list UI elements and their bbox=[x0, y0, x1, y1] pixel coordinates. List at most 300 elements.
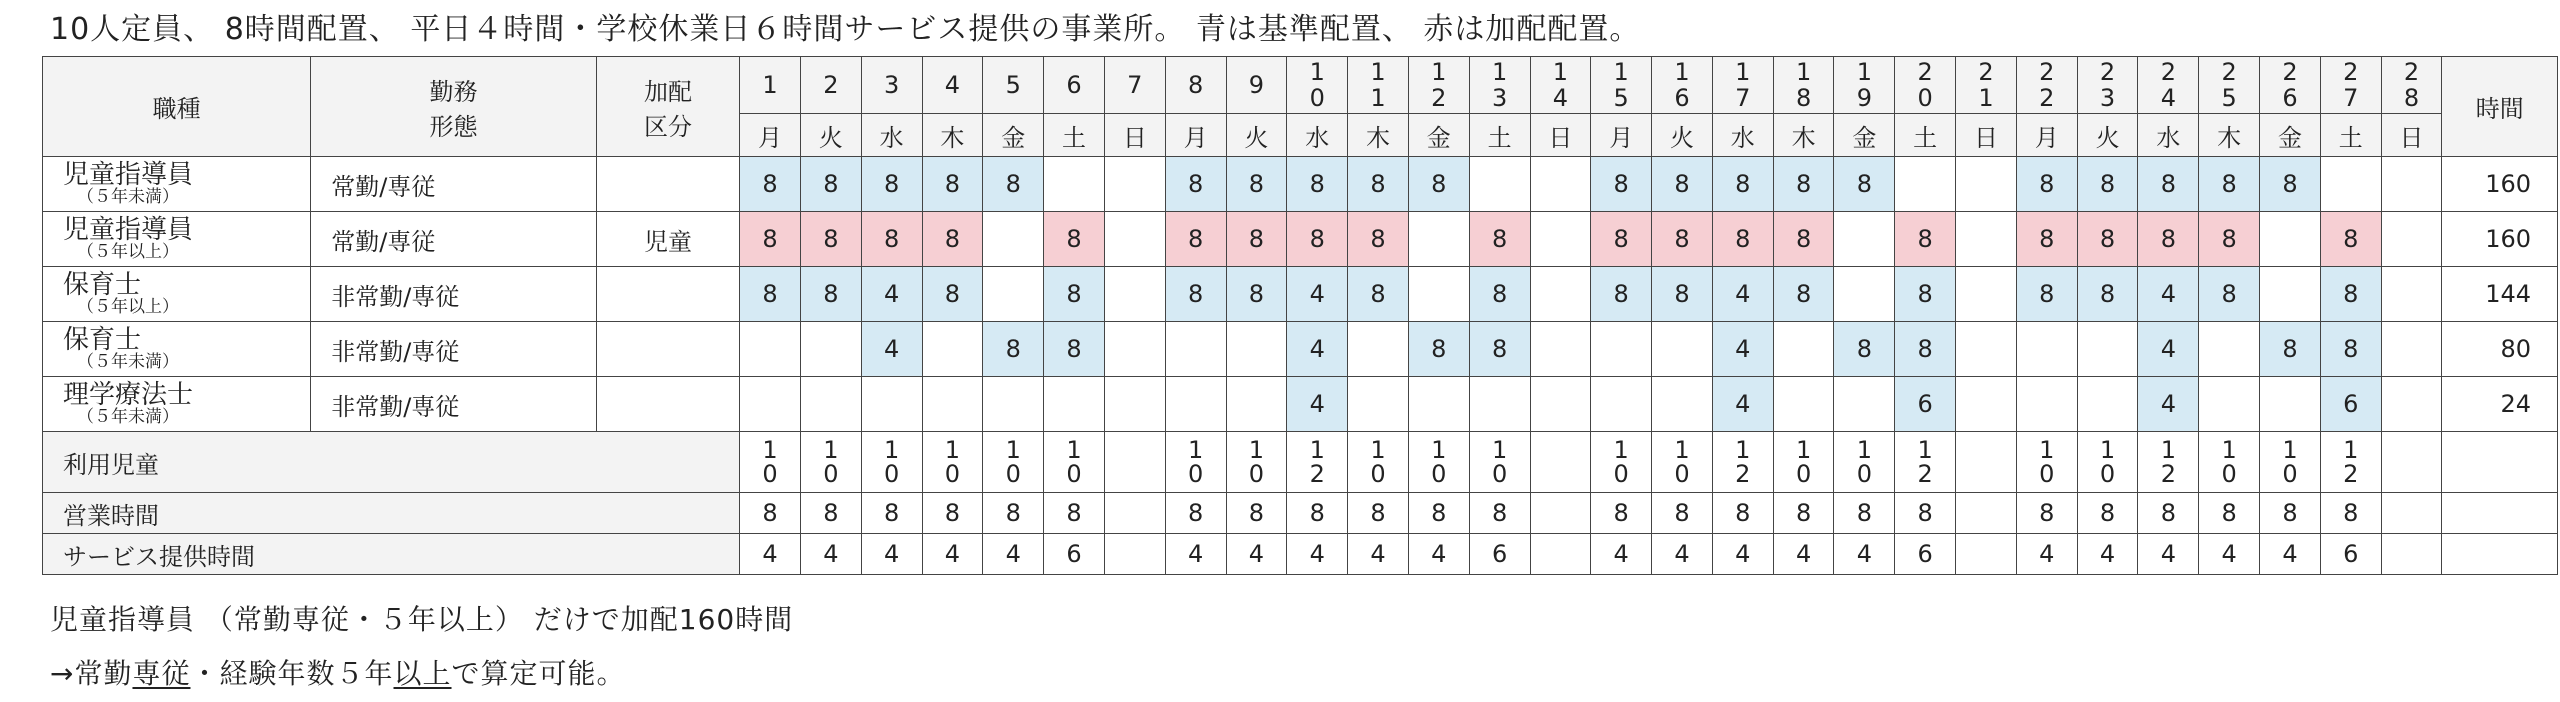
hours-cell: 8 bbox=[740, 157, 801, 212]
service-hours-cell: 4 bbox=[1165, 534, 1226, 575]
hours-cell bbox=[1469, 157, 1530, 212]
service-hours-cell: 4 bbox=[2077, 534, 2138, 575]
day-digit: 0 bbox=[1917, 84, 1933, 112]
header-day-23 bbox=[2077, 57, 2138, 114]
day-digit: 1 bbox=[1491, 58, 1508, 86]
hours-cell bbox=[1530, 157, 1591, 212]
hours-cell: 8 bbox=[2016, 212, 2077, 267]
day-digit: 8 bbox=[1795, 84, 1812, 112]
digit: 2 bbox=[2343, 460, 2359, 488]
hours-cell: 4 bbox=[1287, 267, 1348, 322]
service-hours-cell bbox=[2381, 534, 2442, 575]
hours-cell: 8 bbox=[1226, 157, 1287, 212]
hours-cell bbox=[1165, 322, 1226, 377]
header-day-1 bbox=[740, 57, 801, 114]
hours-cell: 8 bbox=[1652, 267, 1713, 322]
header-day-26 bbox=[2260, 57, 2321, 114]
digit: 1 bbox=[1370, 436, 1386, 464]
header-addition bbox=[596, 57, 739, 157]
digit: 1 bbox=[823, 436, 839, 464]
digit: 0 bbox=[1674, 460, 1690, 488]
children-count-cell bbox=[983, 432, 1044, 493]
hours-cell bbox=[1104, 212, 1165, 267]
day-digit: 9 bbox=[1856, 84, 1873, 112]
footer-note-2-suffix: で算定可能。 bbox=[451, 657, 626, 690]
hours-cell bbox=[2381, 212, 2442, 267]
business-hours-cell: 8 bbox=[1165, 493, 1226, 534]
hours-cell: 8 bbox=[1591, 212, 1652, 267]
business-hours-cell bbox=[1530, 493, 1591, 534]
children-count-cell bbox=[2381, 432, 2442, 493]
day-digit: 1 bbox=[1552, 58, 1569, 86]
digit: 0 bbox=[823, 460, 839, 488]
day-digit: 2 bbox=[1917, 58, 1933, 86]
hours-cell: 8 bbox=[1408, 322, 1469, 377]
header-day-25 bbox=[2199, 57, 2260, 114]
day-digit: 7 bbox=[1735, 84, 1751, 112]
hours-cell: 4 bbox=[1287, 322, 1348, 377]
business-hours-cell: 8 bbox=[1712, 493, 1773, 534]
hours-cell: 4 bbox=[2138, 322, 2199, 377]
business-hours-cell: 8 bbox=[1287, 493, 1348, 534]
hours-cell: 8 bbox=[1834, 157, 1895, 212]
hours-cell: 4 bbox=[2138, 267, 2199, 322]
hours-cell bbox=[1469, 377, 1530, 432]
header-weekday: 土 bbox=[1469, 114, 1530, 157]
hours-cell bbox=[1591, 377, 1652, 432]
digit: 0 bbox=[1005, 460, 1021, 488]
hours-cell bbox=[1591, 322, 1652, 377]
children-count-cell bbox=[2199, 432, 2260, 493]
day-number: 1 bbox=[762, 71, 778, 99]
hours-cell: 8 bbox=[1652, 157, 1713, 212]
hours-cell bbox=[1956, 212, 2017, 267]
header-weekday: 木 bbox=[1773, 114, 1834, 157]
hours-cell: 8 bbox=[1165, 267, 1226, 322]
hours-cell bbox=[1226, 377, 1287, 432]
hours-cell bbox=[2260, 212, 2321, 267]
staff-job-cell bbox=[43, 157, 311, 212]
digit: 2 bbox=[1735, 460, 1751, 488]
business-hours-cell: 8 bbox=[1652, 493, 1713, 534]
header-day-12 bbox=[1408, 57, 1469, 114]
staff-experience: （５年未満） bbox=[77, 187, 179, 207]
service-hours-cell: 4 bbox=[861, 534, 922, 575]
staff-experience: （５年以上） bbox=[77, 297, 179, 317]
hours-cell bbox=[1348, 377, 1409, 432]
hours-cell: 8 bbox=[1712, 212, 1773, 267]
staff-total-hours: 144 bbox=[2442, 267, 2558, 322]
children-count-cell bbox=[1530, 432, 1591, 493]
digit: 1 bbox=[883, 436, 900, 464]
header-weekday: 土 bbox=[1044, 114, 1105, 157]
staff-job-title: 保育士 bbox=[63, 325, 142, 355]
header-weekday: 金 bbox=[2260, 114, 2321, 157]
header-weekday: 金 bbox=[1408, 114, 1469, 157]
hours-cell bbox=[1956, 267, 2017, 322]
header-day-16 bbox=[1652, 57, 1713, 114]
staff-job-title: 理学療法士 bbox=[63, 380, 194, 410]
day-digit: 1 bbox=[1856, 58, 1873, 86]
hours-cell bbox=[1104, 322, 1165, 377]
hours-cell: 8 bbox=[1591, 157, 1652, 212]
staff-job-cell bbox=[43, 377, 311, 432]
children-count-cell bbox=[1287, 432, 1348, 493]
digit: 0 bbox=[1795, 460, 1812, 488]
business-hours-cell: 8 bbox=[1408, 493, 1469, 534]
hours-cell: 8 bbox=[861, 157, 922, 212]
day-number: 2 bbox=[823, 71, 839, 99]
hours-cell bbox=[800, 322, 861, 377]
day-number: 4 bbox=[944, 71, 961, 99]
business-hours-row bbox=[43, 493, 2558, 534]
footer-note-1: 児童指導員 （常勤専従・５年以上） だけで加配160時間 bbox=[50, 603, 794, 636]
hours-cell: 8 bbox=[800, 157, 861, 212]
service-hours-cell: 4 bbox=[1408, 534, 1469, 575]
service-hours-cell: 4 bbox=[800, 534, 861, 575]
day-digit: 5 bbox=[1613, 84, 1629, 112]
header-day-11 bbox=[1348, 57, 1409, 114]
children-total bbox=[2442, 432, 2558, 493]
header-day-19 bbox=[1834, 57, 1895, 114]
hours-cell bbox=[922, 377, 983, 432]
day-digit: 4 bbox=[1552, 84, 1569, 112]
digit: 0 bbox=[1248, 460, 1265, 488]
header-weekday: 月 bbox=[2016, 114, 2077, 157]
staff-experience: （５年以上） bbox=[77, 242, 179, 262]
hours-cell bbox=[740, 377, 801, 432]
header-weekday: 日 bbox=[2381, 114, 2442, 157]
day-digit: 2 bbox=[2039, 58, 2055, 86]
header-day-20 bbox=[1895, 57, 1956, 114]
hours-cell: 8 bbox=[1165, 157, 1226, 212]
digit: 1 bbox=[2039, 436, 2055, 464]
hours-cell bbox=[1773, 322, 1834, 377]
digit: 0 bbox=[1431, 460, 1447, 488]
hours-cell: 8 bbox=[1895, 267, 1956, 322]
hours-cell bbox=[2381, 322, 2442, 377]
day-digit: 2 bbox=[2403, 58, 2420, 86]
digit: 0 bbox=[1613, 460, 1629, 488]
hours-cell bbox=[1165, 377, 1226, 432]
header-day-2 bbox=[800, 57, 861, 114]
day-digit: 2 bbox=[1978, 58, 1994, 86]
hours-cell: 4 bbox=[1712, 377, 1773, 432]
hours-cell bbox=[1104, 267, 1165, 322]
header-weekday: 月 bbox=[740, 114, 801, 157]
children-count-cell bbox=[1712, 432, 1773, 493]
header-addition-line1: 加配 bbox=[643, 77, 692, 106]
hours-cell: 6 bbox=[1895, 377, 1956, 432]
hours-cell: 8 bbox=[2320, 322, 2381, 377]
hours-cell bbox=[2381, 267, 2442, 322]
hours-cell bbox=[2260, 377, 2321, 432]
staff-job-cell bbox=[43, 212, 311, 267]
digit: 0 bbox=[1187, 460, 1204, 488]
digit: 1 bbox=[1613, 436, 1629, 464]
day-digit: 6 bbox=[1674, 84, 1690, 112]
service-hours-cell bbox=[1956, 534, 2017, 575]
digit: 0 bbox=[2282, 460, 2298, 488]
hours-cell: 4 bbox=[861, 267, 922, 322]
service-hours-cell: 4 bbox=[1226, 534, 1287, 575]
staff-work-form: 常勤/専従 bbox=[311, 212, 597, 267]
hours-cell: 8 bbox=[1469, 322, 1530, 377]
header-weekday: 木 bbox=[2199, 114, 2260, 157]
digit: 2 bbox=[1309, 460, 1325, 488]
children-count-cell bbox=[1895, 432, 1956, 493]
service-hours-cell: 4 bbox=[740, 534, 801, 575]
hours-cell bbox=[1956, 322, 2017, 377]
staff-addition bbox=[596, 377, 739, 432]
service-hours-cell: 4 bbox=[1712, 534, 1773, 575]
header-weekday: 土 bbox=[2320, 114, 2381, 157]
header-day-5 bbox=[983, 57, 1044, 114]
header-weekday: 月 bbox=[1591, 114, 1652, 157]
header-weekday: 日 bbox=[1104, 114, 1165, 157]
hours-cell bbox=[2381, 377, 2442, 432]
children-count-cell bbox=[1104, 432, 1165, 493]
hours-cell: 4 bbox=[1712, 267, 1773, 322]
header-weekday: 金 bbox=[1834, 114, 1895, 157]
day-digit: 1 bbox=[1735, 58, 1751, 86]
hours-cell: 8 bbox=[1348, 212, 1409, 267]
hours-cell bbox=[2016, 322, 2077, 377]
hours-cell: 8 bbox=[1895, 322, 1956, 377]
service-hours-cell: 6 bbox=[1469, 534, 1530, 575]
staff-addition bbox=[596, 267, 739, 322]
children-count-cell bbox=[1591, 432, 1652, 493]
header-day-3 bbox=[861, 57, 922, 114]
header-day-15 bbox=[1591, 57, 1652, 114]
page-heading: 10人定員、 8時間配置、 平日４時間・学校休業日６時間サービス提供の事業所。 青は基準配置、 赤は加配配置。 bbox=[50, 12, 1641, 47]
hours-cell bbox=[1895, 157, 1956, 212]
digit: 1 bbox=[2282, 436, 2298, 464]
digit: 1 bbox=[1491, 436, 1508, 464]
hours-cell: 4 bbox=[1712, 322, 1773, 377]
hours-cell: 8 bbox=[922, 212, 983, 267]
hours-cell bbox=[1104, 377, 1165, 432]
hours-cell bbox=[983, 267, 1044, 322]
hours-cell bbox=[1408, 212, 1469, 267]
children-count-cell bbox=[1165, 432, 1226, 493]
hours-cell bbox=[2077, 322, 2138, 377]
hours-cell: 8 bbox=[2077, 212, 2138, 267]
digit: 1 bbox=[762, 436, 778, 464]
digit: 1 bbox=[1431, 436, 1447, 464]
hours-cell: 8 bbox=[922, 267, 983, 322]
children-count-cell bbox=[861, 432, 922, 493]
digit: 0 bbox=[944, 460, 961, 488]
children-row bbox=[43, 432, 2558, 493]
footer-note-2 bbox=[50, 652, 626, 692]
hours-cell bbox=[1530, 377, 1591, 432]
hours-cell: 8 bbox=[861, 212, 922, 267]
day-digit: 1 bbox=[1309, 58, 1325, 86]
header-weekday: 火 bbox=[1652, 114, 1713, 157]
hours-cell: 8 bbox=[983, 157, 1044, 212]
hours-cell: 8 bbox=[1591, 267, 1652, 322]
hours-cell: 6 bbox=[2320, 377, 2381, 432]
day-digit: 2 bbox=[2343, 58, 2359, 86]
header-work-form-line2: 形態 bbox=[429, 112, 478, 141]
header-day-17 bbox=[1712, 57, 1773, 114]
staff-total-hours: 80 bbox=[2442, 322, 2558, 377]
children-count-cell bbox=[922, 432, 983, 493]
hours-cell: 8 bbox=[983, 322, 1044, 377]
service-hours-cell: 4 bbox=[1287, 534, 1348, 575]
children-label: 利用児童 bbox=[43, 432, 740, 493]
hours-cell: 8 bbox=[1044, 267, 1105, 322]
service-hours-cell: 6 bbox=[2320, 534, 2381, 575]
hours-cell bbox=[1226, 322, 1287, 377]
hours-cell bbox=[1530, 267, 1591, 322]
digit: 1 bbox=[1309, 436, 1325, 464]
hours-cell bbox=[2199, 377, 2260, 432]
hours-cell: 8 bbox=[2260, 157, 2321, 212]
hours-cell: 8 bbox=[2077, 157, 2138, 212]
header-day-21 bbox=[1956, 57, 2017, 114]
service-hours-label: サービス提供時間 bbox=[43, 534, 740, 575]
day-number: 5 bbox=[1005, 71, 1021, 99]
header-day-9 bbox=[1226, 57, 1287, 114]
staff-total-hours: 24 bbox=[2442, 377, 2558, 432]
children-count-cell bbox=[1652, 432, 1713, 493]
day-digit: 7 bbox=[2343, 84, 2359, 112]
business-hours-cell: 8 bbox=[2199, 493, 2260, 534]
service-hours-cell: 4 bbox=[922, 534, 983, 575]
hours-cell: 8 bbox=[740, 267, 801, 322]
staff-addition bbox=[596, 157, 739, 212]
hours-cell: 8 bbox=[2260, 322, 2321, 377]
day-digit: 2 bbox=[1431, 84, 1447, 112]
hours-cell: 8 bbox=[1652, 212, 1713, 267]
footer-note-2-mid: ・経験年数５年 bbox=[190, 657, 394, 690]
digit: 0 bbox=[883, 460, 900, 488]
service-hours-cell: 4 bbox=[1834, 534, 1895, 575]
staff-job-cell bbox=[43, 322, 311, 377]
children-count-cell bbox=[2260, 432, 2321, 493]
hours-cell bbox=[1956, 157, 2017, 212]
hours-cell bbox=[2199, 322, 2260, 377]
service-hours-cell: 6 bbox=[1895, 534, 1956, 575]
day-digit: 2 bbox=[2039, 84, 2055, 112]
service-hours-cell: 4 bbox=[983, 534, 1044, 575]
header-day-24 bbox=[2138, 57, 2199, 114]
business-hours-cell: 8 bbox=[2260, 493, 2321, 534]
digit: 1 bbox=[2343, 436, 2359, 464]
digit: 1 bbox=[2099, 436, 2116, 464]
hours-cell: 8 bbox=[1287, 212, 1348, 267]
schedule-body bbox=[43, 57, 2558, 575]
service-hours-cell: 6 bbox=[1044, 534, 1105, 575]
business-hours-cell: 8 bbox=[2320, 493, 2381, 534]
business-hours-cell: 8 bbox=[2138, 493, 2199, 534]
children-count-cell bbox=[1044, 432, 1105, 493]
staff-job-cell bbox=[43, 267, 311, 322]
header-addition-line2: 区分 bbox=[643, 112, 692, 141]
hours-cell: 8 bbox=[800, 267, 861, 322]
service-hours-cell: 4 bbox=[2199, 534, 2260, 575]
digit: 1 bbox=[1674, 436, 1690, 464]
hours-cell bbox=[1408, 267, 1469, 322]
hours-cell: 8 bbox=[1348, 157, 1409, 212]
business-hours-cell: 8 bbox=[1591, 493, 1652, 534]
staff-experience: （５年未満） bbox=[77, 352, 179, 372]
hours-cell: 8 bbox=[1834, 322, 1895, 377]
digit: 1 bbox=[1187, 436, 1204, 464]
hours-cell bbox=[1652, 322, 1713, 377]
hours-cell: 8 bbox=[2138, 157, 2199, 212]
business-hours-cell: 8 bbox=[800, 493, 861, 534]
hours-cell: 4 bbox=[861, 322, 922, 377]
header-weekday: 金 bbox=[983, 114, 1044, 157]
header-day-28 bbox=[2381, 57, 2442, 114]
hours-cell bbox=[1408, 377, 1469, 432]
day-number: 3 bbox=[883, 71, 900, 99]
staff-work-form: 常勤/専従 bbox=[311, 157, 597, 212]
service-hours-cell: 4 bbox=[2016, 534, 2077, 575]
header-day-13 bbox=[1469, 57, 1530, 114]
staff-schedule-table bbox=[42, 56, 2558, 575]
staff-addition bbox=[596, 322, 739, 377]
children-count-cell bbox=[1773, 432, 1834, 493]
business-hours-cell: 8 bbox=[1834, 493, 1895, 534]
header-weekday: 水 bbox=[1712, 114, 1773, 157]
service-hours-cell: 4 bbox=[1652, 534, 1713, 575]
header-weekday: 木 bbox=[922, 114, 983, 157]
header-day-10 bbox=[1287, 57, 1348, 114]
header-work-form bbox=[311, 57, 597, 157]
header-weekday: 木 bbox=[1348, 114, 1409, 157]
day-digit: 5 bbox=[2221, 84, 2237, 112]
hours-cell bbox=[2320, 157, 2381, 212]
hours-cell bbox=[1834, 377, 1895, 432]
staff-total-hours: 160 bbox=[2442, 157, 2558, 212]
hours-cell: 8 bbox=[2016, 267, 2077, 322]
business-hours-cell: 8 bbox=[1226, 493, 1287, 534]
hours-cell: 8 bbox=[1287, 157, 1348, 212]
footer-note-2-prefix: →常勤 bbox=[50, 657, 133, 690]
service-hours-cell: 4 bbox=[1773, 534, 1834, 575]
hours-cell: 8 bbox=[2199, 157, 2260, 212]
day-digit: 1 bbox=[1613, 58, 1629, 86]
digit: 0 bbox=[1370, 460, 1386, 488]
digit: 0 bbox=[2221, 460, 2237, 488]
staff-row bbox=[43, 267, 2558, 322]
hours-cell bbox=[740, 322, 801, 377]
day-digit: 3 bbox=[1491, 84, 1508, 112]
service-hours-cell bbox=[1530, 534, 1591, 575]
staff-total-hours: 160 bbox=[2442, 212, 2558, 267]
day-digit: 4 bbox=[2160, 84, 2176, 112]
hours-cell: 4 bbox=[2138, 377, 2199, 432]
day-digit: 3 bbox=[2099, 84, 2116, 112]
service-hours-cell: 4 bbox=[1348, 534, 1409, 575]
hours-cell: 8 bbox=[1226, 212, 1287, 267]
digit: 2 bbox=[1917, 460, 1933, 488]
staff-work-form: 非常勤/専従 bbox=[311, 322, 597, 377]
hours-cell: 8 bbox=[1348, 267, 1409, 322]
digit: 0 bbox=[1491, 460, 1508, 488]
header-weekday: 日 bbox=[1530, 114, 1591, 157]
hours-cell: 8 bbox=[2320, 212, 2381, 267]
business-hours-label: 営業時間 bbox=[43, 493, 740, 534]
hours-cell: 8 bbox=[922, 157, 983, 212]
hours-cell bbox=[800, 377, 861, 432]
business-hours-cell: 8 bbox=[1044, 493, 1105, 534]
day-digit: 2 bbox=[2221, 58, 2237, 86]
